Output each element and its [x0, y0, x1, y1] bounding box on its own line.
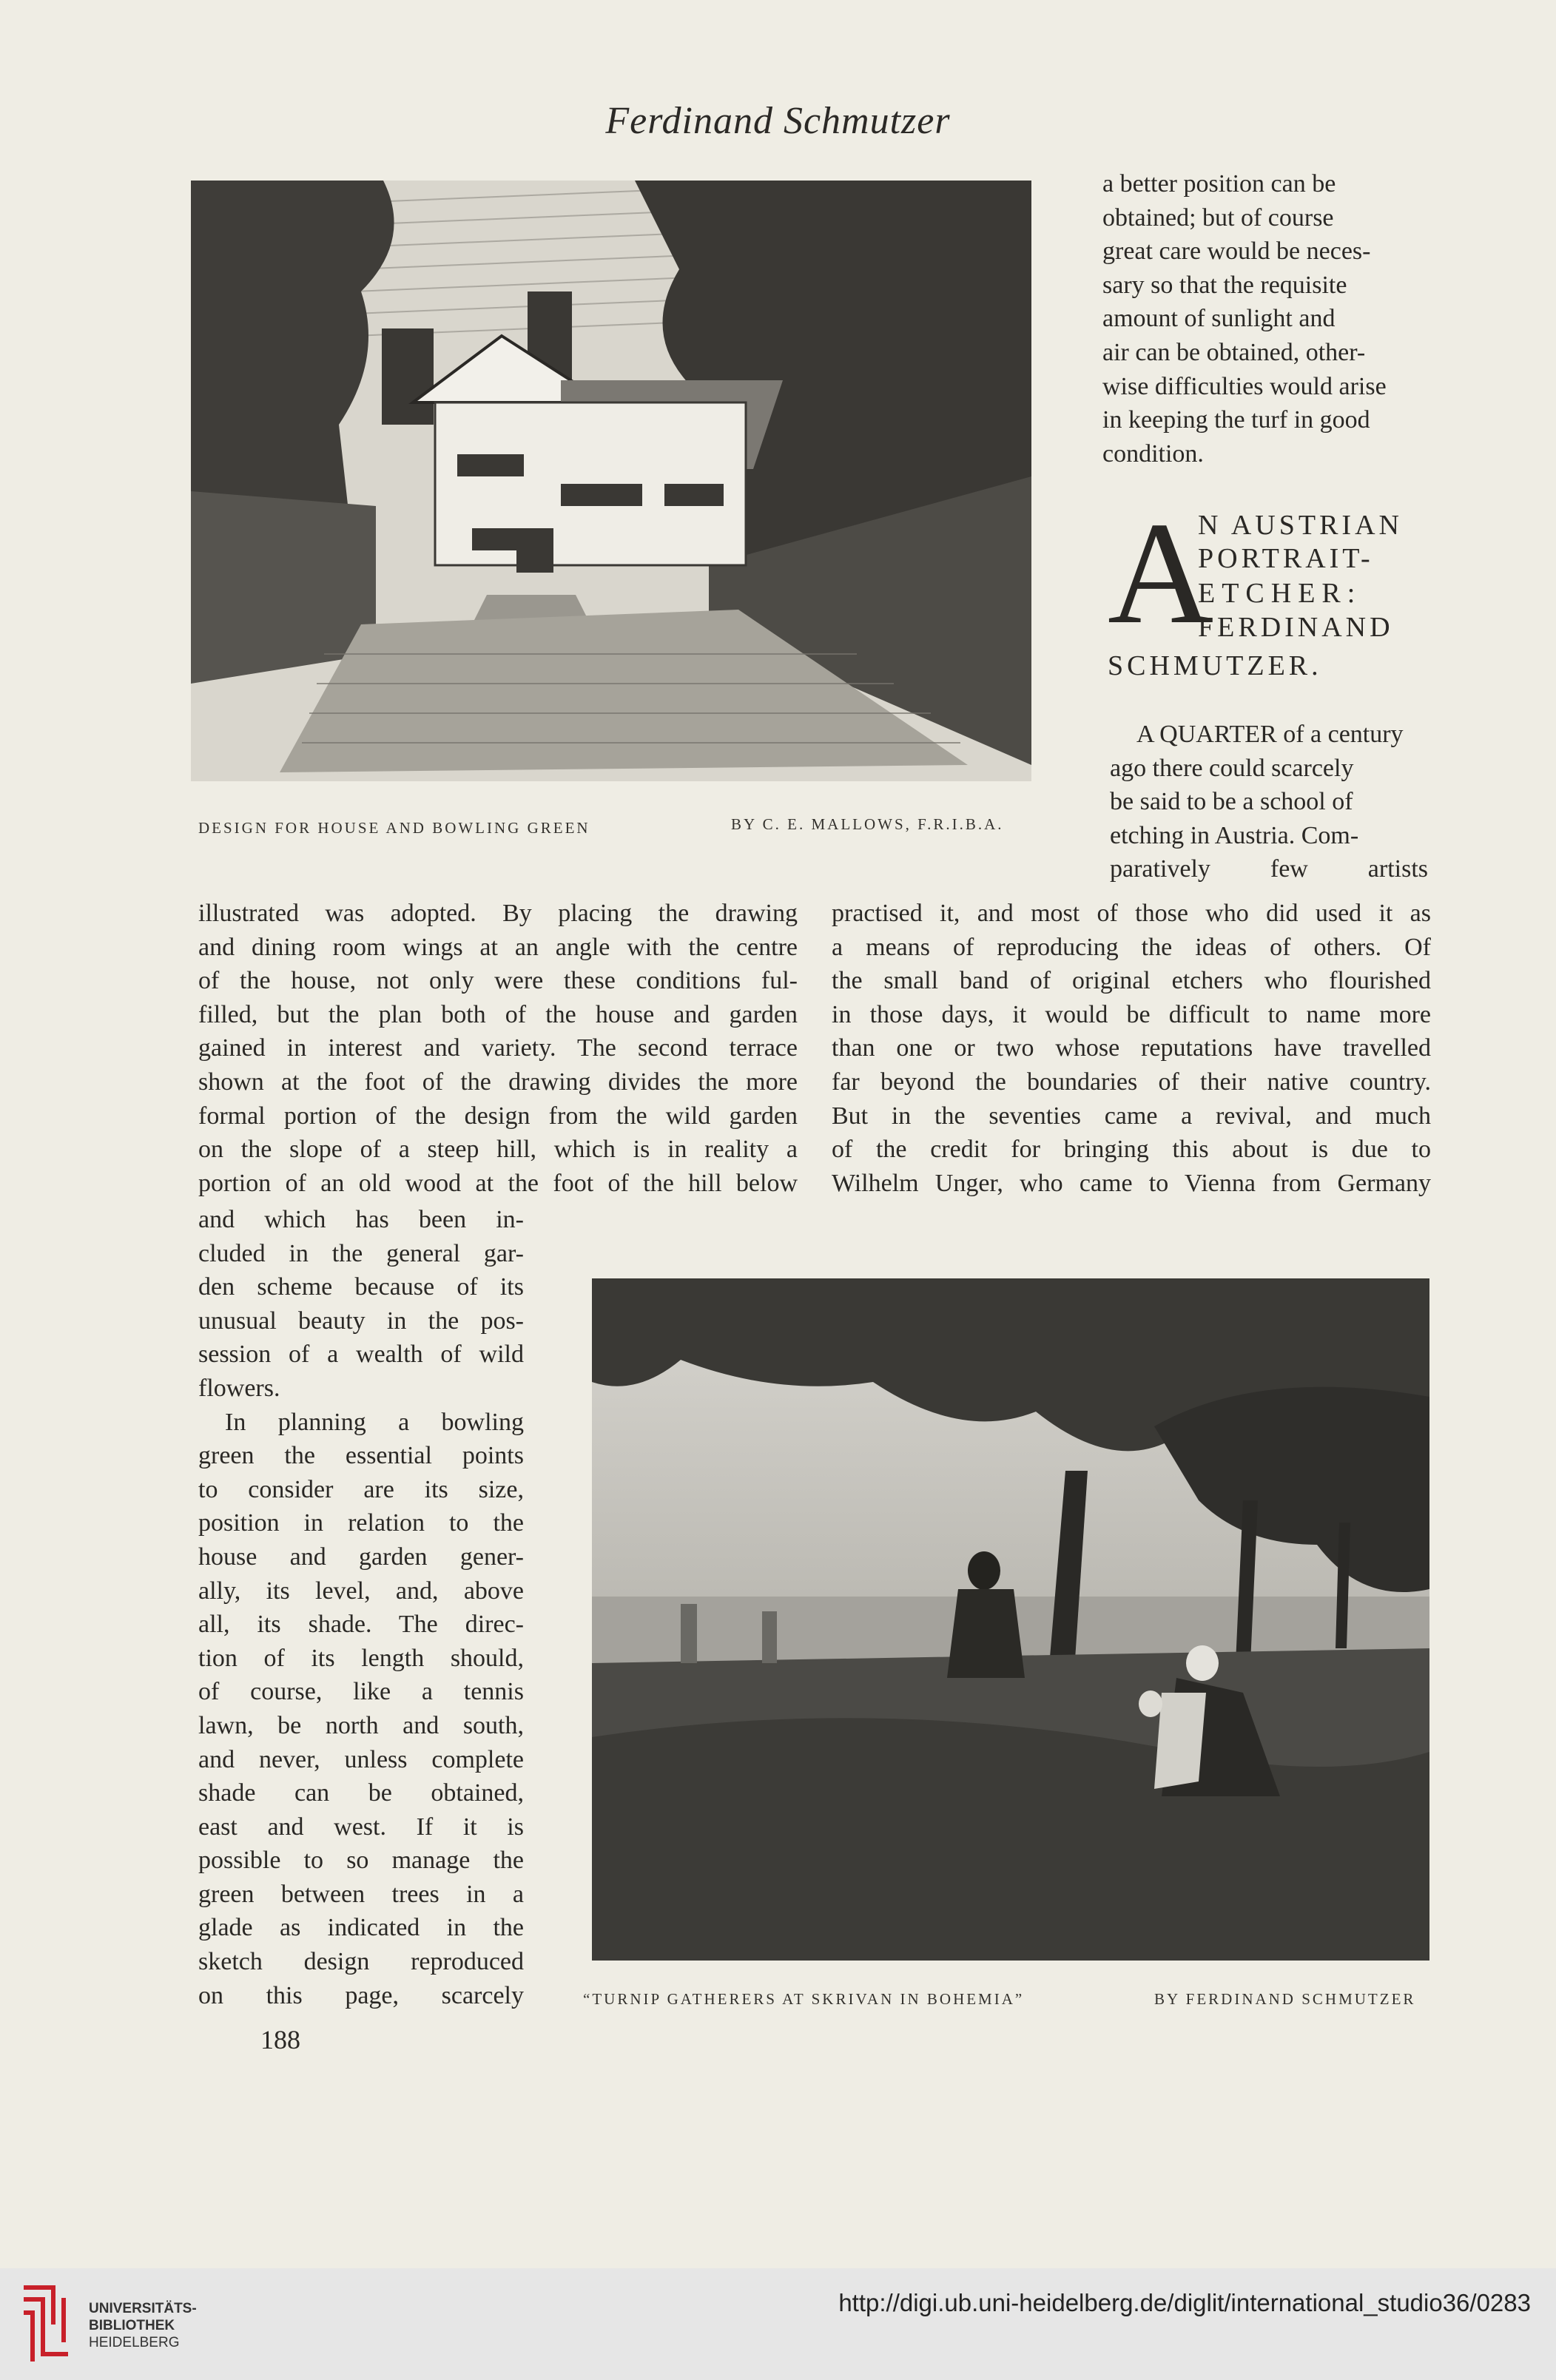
text-line: condition.	[1102, 439, 1204, 468]
text-line: possible to so manage the	[198, 1847, 524, 1875]
text-line: wise difficulties would arise	[1102, 372, 1387, 400]
text-line: far beyond the boundaries of their native country.	[832, 1068, 1431, 1096]
running-head: Ferdinand Schmutzer	[605, 100, 951, 142]
text-line: to consider are its size,	[198, 1475, 524, 1503]
text-line: of the credit for bringing this about is due to	[832, 1136, 1431, 1164]
text-line: air can be obtained, other-	[1102, 338, 1366, 366]
text-line: on the slope of a steep hill, which is in reality a	[198, 1136, 798, 1164]
text-line: and never, unless complete	[198, 1745, 524, 1773]
text-line: sketch design reproduced	[198, 1948, 524, 1976]
text-line: be said to be a school of	[1110, 788, 1353, 816]
text-line: obtained; but of course	[1102, 203, 1334, 232]
text-line: ago there could scarcely	[1110, 754, 1354, 782]
turnip-gatherers-etching	[592, 1278, 1429, 1961]
text-line: than one or two whose reputations have travelled	[832, 1034, 1431, 1062]
left-column-narrow-text	[198, 1203, 524, 2012]
text-line: portion of an old wood at the foot of the hill below	[198, 1169, 798, 1197]
heading-line: ETCHER:	[1198, 578, 1362, 609]
text-line: in those days, it would be difficult to name more	[832, 1000, 1431, 1028]
text-line: But in the seventies came a revival, and much	[832, 1102, 1431, 1130]
text-line: amount of sunlight and	[1102, 305, 1336, 333]
right-column-middle-text	[832, 897, 1431, 1200]
text-line: cluded in the general gar-	[198, 1239, 524, 1267]
text-line: paratively few artists	[1110, 855, 1428, 883]
right-column-intro-text	[1110, 718, 1428, 886]
text-line: green between trees in a	[198, 1880, 524, 1908]
text-line: practised it, and most of those who did used it as	[832, 900, 1431, 927]
text-line: and which has been in-	[198, 1206, 524, 1233]
right-column-top-text	[1102, 167, 1428, 471]
text-line: a means of reproducing the ideas of others. Of	[832, 933, 1431, 961]
text-line: etching in Austria. Com-	[1110, 821, 1359, 849]
figure2-caption-credit: BY FERDINAND SCHMUTZER	[1154, 1990, 1416, 2008]
text-line: session of a wealth of wild	[198, 1341, 524, 1369]
heading-line: PORTRAIT-	[1198, 543, 1374, 574]
text-line: glade as indicated in the	[198, 1914, 524, 1942]
library-name-line: BIBLIOTHEK	[89, 2318, 175, 2333]
library-name-line: HEIDELBERG	[89, 2335, 180, 2350]
text-line: In planning a bowling	[225, 1408, 524, 1436]
text-line: and dining room wings at an angle with the centre	[198, 933, 798, 961]
text-line: a better position can be	[1102, 170, 1336, 198]
page-number: 188	[260, 2025, 300, 2054]
university-library-logo-icon	[16, 2280, 78, 2366]
source-url-link[interactable]: http://digi.ub.uni-heidelberg.de/diglit/international_studio36/0283	[838, 2289, 1531, 2316]
figure2-caption-title: “TURNIP GATHERERS AT SKRIVAN IN BOHEMIA”	[583, 1990, 1025, 2008]
text-line: all, its shade. The direc-	[198, 1611, 524, 1639]
text-line: flowers.	[198, 1374, 280, 1402]
text-line: the small band of original etchers who flourished	[832, 967, 1431, 995]
library-name	[89, 2300, 197, 2351]
figure1-caption-credit: BY C. E. MALLOWS, F.R.I.B.A.	[731, 815, 1004, 833]
text-line: sary so that the requisite	[1102, 271, 1347, 299]
article-heading	[1108, 492, 1426, 690]
heading-line: N AUSTRIAN	[1198, 510, 1403, 541]
text-line: gained in interest and variety. The second terrace	[198, 1034, 798, 1062]
drop-cap: A	[1108, 492, 1217, 654]
text-line: formal portion of the design from the wild garden	[198, 1102, 798, 1130]
text-line: house and garden gener-	[198, 1543, 524, 1571]
footer-bar	[0, 2268, 1556, 2380]
figure1-caption-title: DESIGN FOR HOUSE AND BOWLING GREEN	[198, 819, 590, 837]
text-line: illustrated was adopted. By placing the drawing	[198, 900, 798, 927]
text-line: shade can be obtained,	[198, 1779, 524, 1807]
text-line: position in relation to the	[198, 1509, 524, 1537]
text-line: Wilhelm Unger, who came to Vienna from Germany	[832, 1169, 1431, 1197]
text-line: unusual beauty in the pos-	[198, 1307, 524, 1335]
text-line: filled, but the plan both of the house and garden	[198, 1000, 798, 1028]
text-line: shown at the foot of the drawing divides the more	[198, 1068, 798, 1096]
text-line: in keeping the turf in good	[1102, 406, 1370, 434]
text-line: ally, its level, and, above	[198, 1577, 524, 1605]
text-line: of the house, not only were these conditions ful-	[198, 967, 798, 995]
library-name-line: UNIVERSITÄTS-	[89, 2301, 197, 2316]
text-line: of course, like a tennis	[198, 1678, 524, 1706]
text-line: on this page, scarcely	[198, 1981, 524, 2009]
heading-line: FERDINAND	[1198, 612, 1394, 643]
heading-tail: SCHMUTZER.	[1108, 650, 1322, 681]
left-column-middle-text	[198, 897, 798, 1200]
text-line: lawn, be north and south,	[198, 1711, 524, 1739]
text-line: green the essential points	[198, 1442, 524, 1470]
text-line: tion of its length should,	[198, 1644, 524, 1672]
text-line: east and west. If it is	[198, 1813, 524, 1841]
house-bowling-green-illustration	[191, 181, 1031, 781]
text-line: den scheme because of its	[198, 1273, 524, 1301]
text-line: A QUARTER of a century	[1136, 721, 1404, 748]
text-line: great care would be neces-	[1102, 237, 1371, 266]
